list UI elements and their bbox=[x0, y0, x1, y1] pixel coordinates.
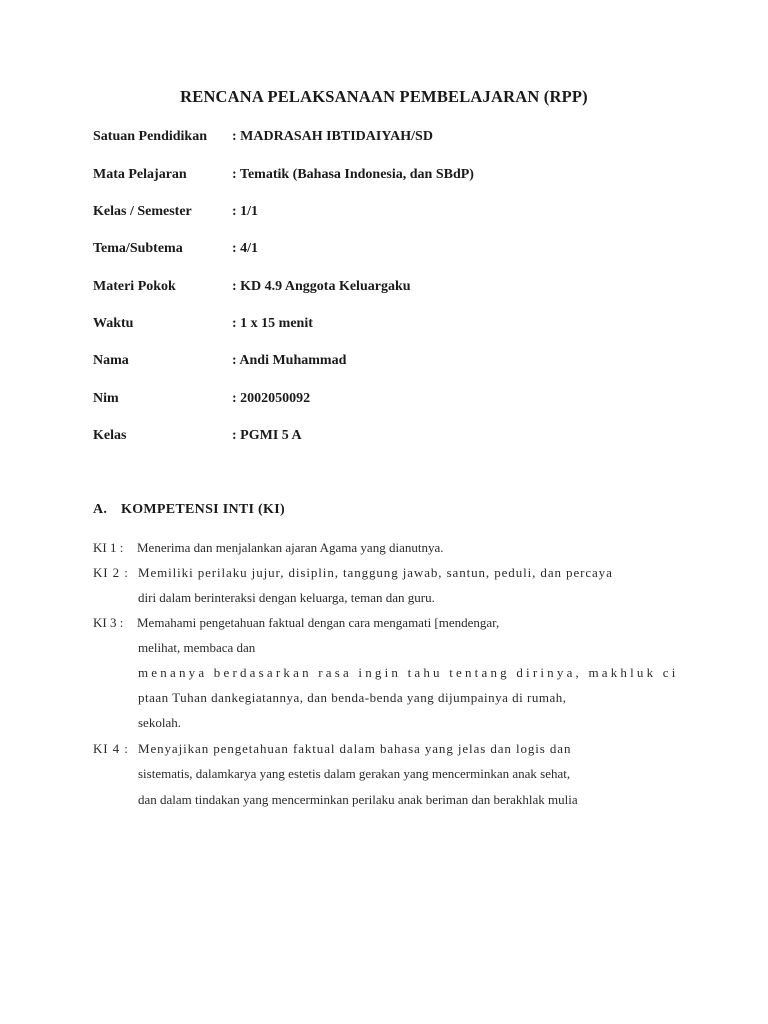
ki2-label: KI 2 : bbox=[93, 565, 129, 580]
identity-value: : KD 4.9 Anggota Keluargaku bbox=[232, 279, 411, 294]
ki4-line: dan dalam tindakan yang mencerminkan perilaku anak beriman dan berakhlak mulia bbox=[138, 792, 578, 807]
ki3-line: ptaan Tuhan dankegiatannya, dan benda-benda yang dijumpainya di rumah, bbox=[138, 690, 567, 705]
ki2-line: Memiliki perilaku jujur, disiplin, tanggung jawab, santun, peduli, dan percaya bbox=[138, 565, 613, 580]
section-heading-kompetensi-inti bbox=[93, 502, 285, 518]
identity-label: Waktu bbox=[93, 316, 134, 331]
section-title: KOMPETENSI INTI (KI) bbox=[121, 502, 285, 517]
identity-value: : PGMI 5 A bbox=[232, 428, 302, 443]
ki3-line: Memahami pengetahuan faktual dengan cara mengamati [mendengar, bbox=[137, 615, 500, 630]
document-title: RENCANA PELAKSANAAN PEMBELAJARAN (RPP) bbox=[180, 87, 588, 106]
ki1-line: Menerima dan menjalankan ajaran Agama yang dianutnya. bbox=[137, 540, 444, 555]
ki1-label: KI 1 : bbox=[93, 540, 124, 555]
ki3-line: menanya berdasarkan rasa ingin tahu tentang dirinya, makhluk ci bbox=[138, 665, 679, 680]
identity-value: : 1/1 bbox=[232, 204, 259, 219]
identity-label: Tema/Subtema bbox=[93, 241, 183, 256]
identity-label: Satuan Pendidikan bbox=[93, 129, 207, 144]
identity-label: Mata Pelajaran bbox=[93, 167, 187, 182]
identity-label: Kelas bbox=[93, 428, 127, 443]
identity-label: Nama bbox=[93, 353, 129, 368]
identity-value: : 4/1 bbox=[232, 241, 259, 256]
ki3-line: melihat, membaca dan bbox=[138, 640, 256, 655]
ki4-line: sistematis, dalamkarya yang estetis dalam gerakan yang mencerminkan anak sehat, bbox=[138, 766, 571, 781]
identity-label: Nim bbox=[93, 391, 119, 406]
ki3-label: KI 3 : bbox=[93, 615, 124, 630]
section-number: A. bbox=[93, 502, 108, 517]
identity-label: Kelas / Semester bbox=[93, 204, 192, 219]
ki4-line: Menyajikan pengetahuan faktual dalam bahasa yang jelas dan logis dan bbox=[138, 741, 572, 756]
identity-value: : MADRASAH IBTIDAIYAH/SD bbox=[232, 129, 433, 144]
identity-label: Materi Pokok bbox=[93, 279, 176, 294]
ki4-label: KI 4 : bbox=[93, 741, 129, 756]
identity-value: : 1 x 15 menit bbox=[232, 316, 313, 331]
identity-value: : Andi Muhammad bbox=[232, 353, 347, 368]
identity-value: : Tematik (Bahasa Indonesia, dan SBdP) bbox=[232, 167, 474, 182]
ki2-line: diri dalam berinteraksi dengan keluarga, teman dan guru. bbox=[138, 590, 435, 605]
identity-value: : 2002050092 bbox=[232, 391, 311, 406]
ki3-line: sekolah. bbox=[138, 715, 181, 730]
